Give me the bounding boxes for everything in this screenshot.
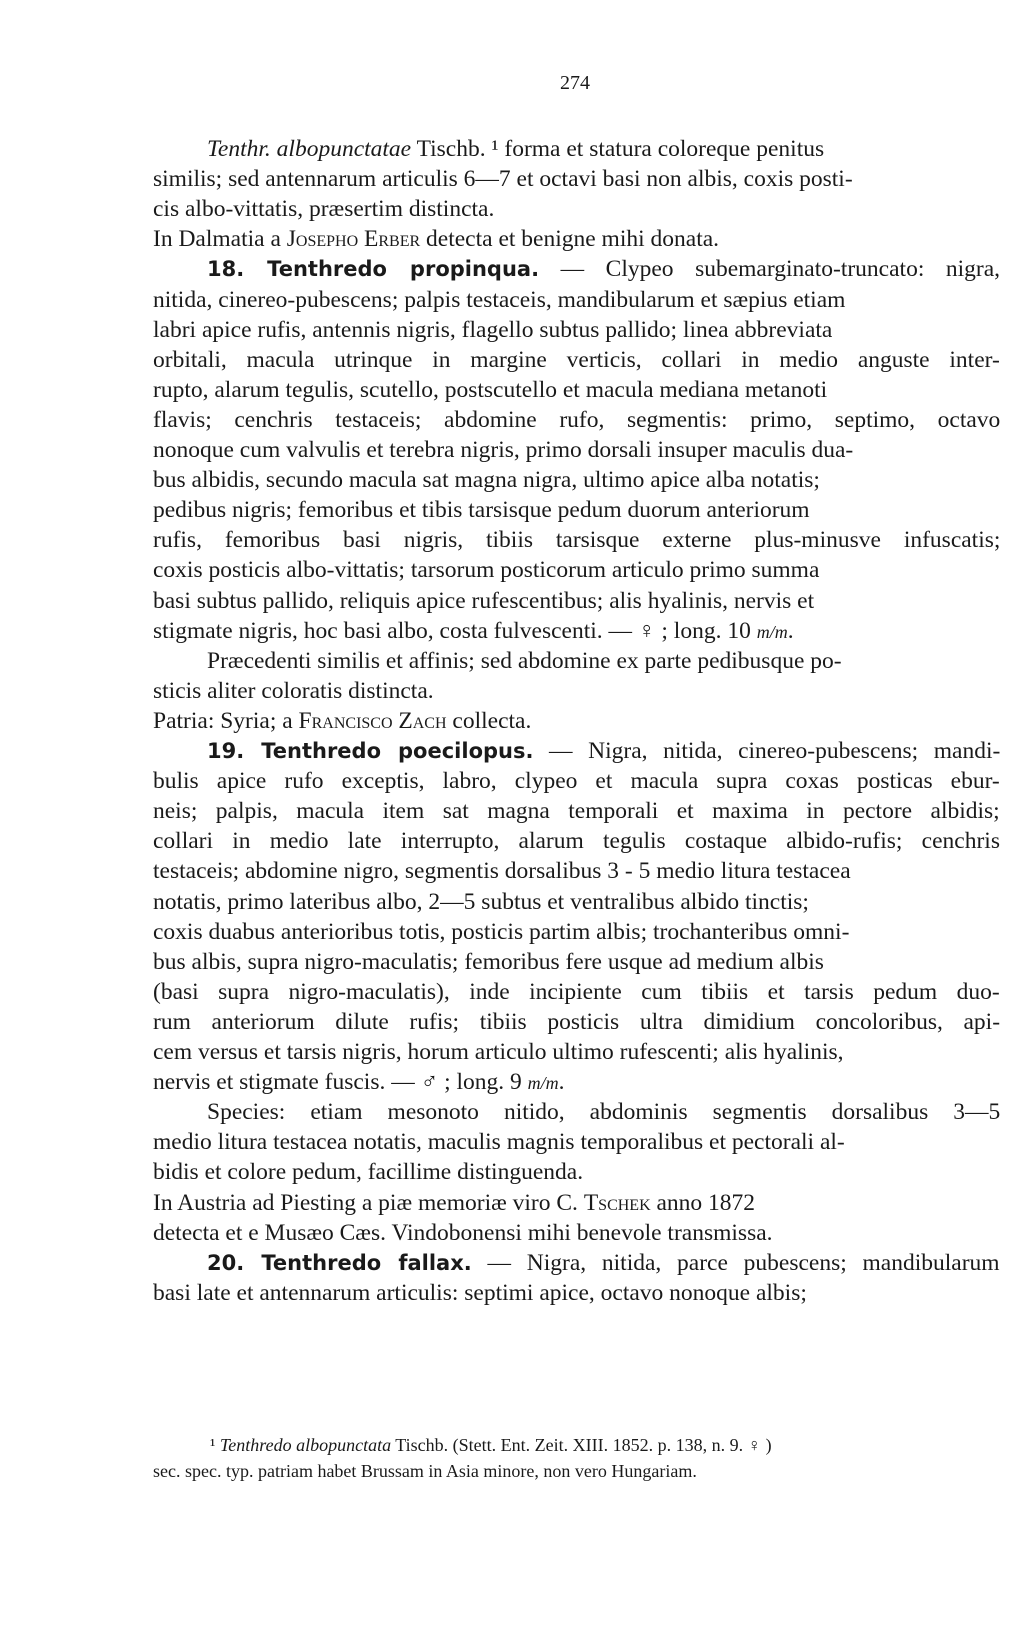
text-segment: neis; palpis, macula item sat magna temporali et maxima in pectore albidis; [153,798,1000,825]
text-segment: testaceis; abdomine nigro, segmentis dorsalibus 3 - 5 medio litura testacea [153,858,851,885]
paragraph-first-line [207,1248,1000,1278]
text-line [153,345,1000,375]
species-heading: 19. Tenthredo poecilopus. [207,739,534,763]
text-segment: cem versus et tarsis nigris, horum articulo ultimo rufescenti; alis hyalinis, [153,1039,844,1065]
text-segment: sticis aliter coloratis distincta. [153,677,434,704]
italic-text: Tenthr. albopunctatae [207,136,412,162]
text-segment: basi subtus pallido, reliquis apice rufescentibus; alis hyalinis, nervis et [153,587,815,614]
text-segment: . [558,1069,565,1096]
text-line [153,1127,845,1157]
text-segment: rufis, femoribus basi nigris, tibiis tarsisque externe plus-minusve infuscatis; [153,527,1001,554]
text-line [153,917,849,947]
text-line [153,375,827,405]
text-line [153,164,853,194]
small-caps-name: Tschek [583,1189,651,1216]
footnote-line [153,1459,697,1483]
text-line [153,285,845,315]
text-line [153,1007,1000,1037]
paragraph-first-line [207,134,824,164]
text-segment: bidis et colore pedum, facillime distinguenda. [153,1159,584,1186]
text-line [153,495,810,525]
text-segment: labri apice rufis, antennis nigris, flagello subtus pallido; linea abbreviata [153,316,833,343]
species-heading: 20. Tenthredo fallax. [207,1250,472,1275]
text-line [153,947,824,977]
text-segment: anno 1872 [650,1189,756,1216]
text-line [153,796,1000,826]
text-segment: (basi supra nigro-maculatis), inde incipiente cum tibiis et tarsis pedum duo- [153,978,1000,1005]
text-segment: bus albis, supra nigro-maculatis; femoribus fere usque ad medium albis [153,948,824,975]
text-segment: flavis; cenchris testaceis; abdomine rufo, segmentis: primo, septimo, octavo [153,406,1001,433]
species-heading: 18. Tenthredo propinqua. [207,257,540,282]
text-line [153,977,1000,1007]
text-segment: collecta. [446,707,532,734]
footnote-line [210,1433,772,1457]
text-segment: sec. spec. typ. patriam habet Brussam in Asia minore, non vero Hungariam. [153,1461,697,1481]
text-line [153,586,814,616]
text-line [153,616,794,647]
paragraph-first-line [207,736,1000,766]
text-segment: — Clypeo subemarginato-truncato: nigra, [539,256,1001,283]
text-segment: bus albidis, secundo macula sat magna nigra, ultimo apice alba notatis; [153,467,820,494]
text-line [153,1188,755,1218]
text-segment: rupto, alarum tegulis, scutello, postscutello et macula mediana metanoti [153,376,828,403]
text-line [153,1067,565,1098]
small-caps-name: Josepho Erber [286,226,421,253]
text-segment: In Dalmatia a [153,226,287,253]
paragraph-first-line [207,1097,1000,1127]
unit-fraction: m/m [756,621,788,642]
text-segment: Species: etiam mesonoto nitido, abdominis segmentis dorsalibus 3—5 [207,1099,1001,1126]
text-segment: ¹ [210,1435,220,1455]
unit-fraction: m/m [527,1073,559,1094]
text-segment: Tischb. (Stett. Ent. Zeit. XIII. 1852. p. 138, n. 9. ♀ ) [391,1435,772,1455]
text-segment: stigmate nigris, hoc basi albo, costa fulvescenti. — ♀ ; long. 10 [153,617,757,644]
text-line [153,766,1000,796]
text-segment: basi late et antennarum articulis: septimi apice, octavo nonoque albis; [153,1279,807,1306]
text-line [153,1218,773,1248]
text-segment: coxis duabus anterioribus totis, posticis partim albis; trochanteribus omni- [153,918,850,945]
text-segment: Patria: Syria; a [153,707,299,734]
text-line [153,856,851,886]
page-number: 274 [560,72,590,94]
text-line [153,194,494,224]
text-segment: cis albo-vittatis, præsertim distincta. [153,196,495,223]
text-segment: detecta et benigne mihi donata. [420,226,720,253]
text-segment: bulis apice rufo exceptis, labro, clypeo et macula supra coxas posticas ebur- [153,768,1000,795]
text-segment: — Nigra, nitida, parce pubescens; mandibularum [471,1249,1000,1276]
text-line [153,706,531,736]
text-segment: — Nigra, nitida, cinereo-pubescens; mandi- [533,738,1001,764]
text-line [153,1157,583,1187]
text-line [153,555,819,585]
text-segment: nonoque cum valvulis et terebra nigris, primo dorsali insuper maculis dua- [153,437,854,463]
italic-text: Tenthredo albopunctata [219,1435,392,1455]
text-segment: orbitali, macula utrinque in margine verticis, collari in medio anguste inter- [153,346,1000,373]
text-segment: notatis, primo lateribus albo, 2—5 subtus et ventralibus albido tinctis; [153,888,809,915]
paragraph-first-line [207,254,1000,284]
text-line [153,525,1000,555]
text-segment: medio litura testacea notatis, maculis magnis temporalibus et pectorali al- [153,1129,845,1156]
text-line [153,826,1000,856]
text-line [153,1037,844,1067]
text-line [153,465,820,495]
text-segment: Tischb. ¹ forma et statura coloreque penitus [411,136,825,162]
text-line [153,405,1000,435]
text-segment: detecta et e Musæo Cæs. Vindobonensi mihi benevole transmissa. [153,1219,773,1246]
text-segment: nervis et stigmate fuscis. — ♂ ; long. 9 [153,1069,528,1096]
paragraph-first-line [207,646,842,676]
text-segment: nitida, cinereo-pubescens; palpis testaceis, mandibularum et sæpius etiam [153,286,846,313]
text-line [153,315,832,345]
text-line [153,1278,807,1308]
text-line [153,224,719,254]
text-segment: coxis posticis albo-vittatis; tarsorum posticorum articulo primo summa [153,557,820,584]
text-segment: In Austria ad Piesting a piæ memoriæ viro C. [153,1189,584,1216]
text-line [153,887,809,917]
text-segment: collari in medio late interrupto, alarum tegulis costaque albido-rufis; cenchris [153,828,1000,855]
text-segment: pedibus nigris; femoribus et tibis tarsisque pedum duorum anteriorum [153,497,810,524]
text-segment: . [787,617,794,644]
text-line [153,676,434,706]
text-segment: Præcedenti similis et affinis; sed abdomine ex parte pedibusque po- [207,647,842,674]
small-caps-name: Francisco Zach [298,707,447,734]
text-segment: similis; sed antennarum articulis 6—7 et octavi basi non albis, coxis posti- [153,166,853,193]
text-segment: rum anteriorum dilute rufis; tibiis posticis ultra dimidium concoloribus, api- [153,1008,1001,1035]
text-line [153,435,853,465]
